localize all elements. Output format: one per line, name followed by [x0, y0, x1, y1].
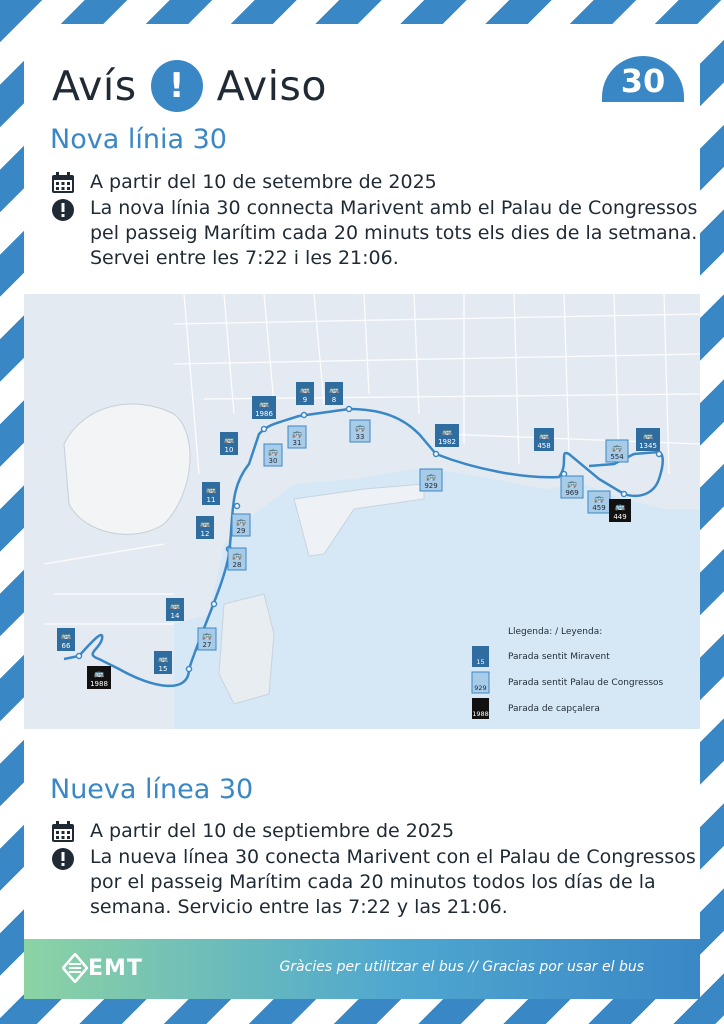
- svg-text:1988: 1988: [90, 680, 108, 688]
- svg-text:🚌: 🚌: [643, 431, 653, 440]
- line-badge: 30: [602, 56, 684, 102]
- svg-text:🚌: 🚌: [567, 479, 577, 488]
- stop-1986[interactable]: [252, 396, 276, 419]
- stop-30[interactable]: [264, 444, 282, 466]
- spanish-title: Nueva línea 30: [50, 774, 254, 805]
- svg-text:🚌: 🚌: [612, 443, 622, 452]
- svg-text:🚌: 🚌: [61, 631, 71, 640]
- svg-text:🚌: 🚌: [202, 631, 212, 640]
- svg-text:🚌: 🚌: [442, 427, 452, 436]
- port-dock: [219, 594, 274, 704]
- svg-text:12: 12: [200, 530, 210, 538]
- svg-text:1988: 1988: [472, 710, 489, 718]
- svg-text:10: 10: [224, 446, 234, 454]
- stop-29[interactable]: [232, 514, 250, 536]
- stop-12[interactable]: [196, 516, 214, 539]
- svg-text:459: 459: [592, 504, 606, 512]
- svg-text:969: 969: [565, 489, 579, 497]
- svg-text:🚌: 🚌: [94, 669, 104, 678]
- stop-1345[interactable]: [636, 428, 660, 451]
- calendar-icon: [50, 821, 76, 843]
- svg-text:🚌: 🚌: [268, 447, 278, 456]
- svg-text:9: 9: [302, 396, 308, 404]
- catalan-title: Nova línia 30: [50, 124, 227, 155]
- svg-text:🚌: 🚌: [236, 517, 246, 526]
- svg-text:929: 929: [474, 684, 487, 692]
- stop-10[interactable]: [220, 432, 238, 455]
- spanish-body-row: [50, 845, 700, 920]
- stop-11[interactable]: [202, 482, 220, 505]
- stop-9[interactable]: [296, 382, 314, 405]
- svg-text:449: 449: [613, 513, 627, 521]
- stop-8[interactable]: [325, 382, 343, 405]
- svg-text:33: 33: [355, 433, 365, 441]
- footer-thanks: Gràcies per utilitzar el bus // Gracias por usar el bus: [279, 959, 644, 975]
- notice-header: [52, 56, 327, 116]
- legend-title: Llegenda: / Leyenda:: [508, 627, 603, 637]
- hill-area: [64, 404, 190, 534]
- stop-14[interactable]: [166, 598, 184, 621]
- svg-text:15: 15: [158, 665, 168, 673]
- spanish-date-row: [50, 819, 700, 844]
- stop-969[interactable]: [561, 476, 583, 498]
- spanish-date-text: A partir del 10 de septiembre de 2025: [90, 820, 455, 842]
- svg-text:14: 14: [170, 612, 180, 620]
- footer-bar: [24, 939, 700, 999]
- svg-text:🚌: 🚌: [355, 423, 365, 432]
- svg-text:27: 27: [202, 641, 212, 649]
- alert-icon: [50, 847, 76, 871]
- emt-logo-icon: [62, 953, 88, 983]
- catalan-date-text: A partir del 10 de setembre de 2025: [90, 171, 437, 193]
- stop-27[interactable]: [198, 628, 216, 650]
- svg-text:1986: 1986: [255, 410, 273, 418]
- svg-text:🚌: 🚌: [170, 601, 180, 610]
- svg-text:8: 8: [331, 396, 337, 404]
- svg-text:🚌: 🚌: [259, 399, 269, 408]
- svg-text:11: 11: [206, 496, 216, 504]
- svg-text:30: 30: [268, 457, 278, 465]
- svg-text:🚌: 🚌: [300, 385, 310, 394]
- svg-text:🚌: 🚌: [206, 485, 216, 494]
- svg-text:31: 31: [292, 439, 302, 447]
- stop-929[interactable]: [420, 469, 442, 491]
- catalan-body-row: [50, 196, 700, 271]
- stop-31[interactable]: [288, 426, 306, 448]
- stop-28[interactable]: [228, 548, 246, 570]
- svg-text:🚌: 🚌: [232, 551, 242, 560]
- svg-text:🚌: 🚌: [158, 654, 168, 663]
- svg-text:66: 66: [61, 642, 71, 650]
- svg-text:554: 554: [610, 453, 624, 461]
- svg-text:15: 15: [476, 658, 485, 666]
- calendar-icon: [50, 172, 76, 194]
- svg-text:🚌: 🚌: [292, 429, 302, 438]
- stop-459[interactable]: [588, 491, 610, 513]
- svg-text:1345: 1345: [639, 442, 657, 450]
- svg-text:🚌: 🚌: [539, 431, 549, 440]
- stop-554[interactable]: [606, 440, 628, 462]
- svg-text:1982: 1982: [438, 438, 456, 446]
- svg-text:🚌: 🚌: [594, 494, 604, 503]
- emt-logo-text: EMT: [88, 955, 143, 981]
- spanish-body-text: La nueva línea 30 conecta Marivent con el Palau de Congressos por el passeig Marítim cada 20 minutos todos los días de la semana. Servicio entre las 7:22 y las 21:06.: [90, 846, 696, 918]
- alert-icon: [50, 198, 76, 222]
- exclamation-icon: !: [151, 60, 203, 112]
- stop-33[interactable]: [350, 420, 370, 442]
- notice-word-spanish: Aviso: [216, 62, 327, 110]
- svg-text:🚌: 🚌: [329, 385, 339, 394]
- stop-449[interactable]: [609, 499, 631, 522]
- emt-logo: [62, 953, 143, 983]
- legend-miravent-label: Parada sentit Miravent: [508, 652, 610, 662]
- svg-text:🚌: 🚌: [426, 472, 436, 481]
- svg-text:🚌: 🚌: [200, 519, 210, 528]
- stop-66[interactable]: [57, 628, 75, 651]
- stop-458[interactable]: [534, 428, 554, 451]
- svg-text:28: 28: [232, 561, 242, 569]
- svg-text:🚌: 🚌: [224, 435, 234, 444]
- notice-word-catalan: Avís: [52, 62, 137, 110]
- catalan-body-text: La nova línia 30 connecta Marivent amb el Palau de Congressos pel passeig Marítim cada 20 minuts tots els dies de la setmana. Servei entre les 7:22 i les 21:06.: [90, 197, 698, 269]
- catalan-date-row: [50, 170, 700, 195]
- svg-text:458: 458: [537, 442, 551, 450]
- stop-1982[interactable]: [435, 424, 459, 447]
- svg-text:🚌: 🚌: [615, 502, 625, 511]
- stop-1988[interactable]: [87, 666, 111, 689]
- svg-text:29: 29: [236, 527, 246, 535]
- svg-text:929: 929: [424, 482, 438, 490]
- notice-sheet: [24, 24, 700, 999]
- legend-terminal-label: Parada de capçalera: [508, 704, 600, 714]
- stop-15[interactable]: [154, 651, 172, 674]
- legend-palau-label: Parada sentit Palau de Congressos: [508, 678, 664, 688]
- route-map: [24, 294, 700, 729]
